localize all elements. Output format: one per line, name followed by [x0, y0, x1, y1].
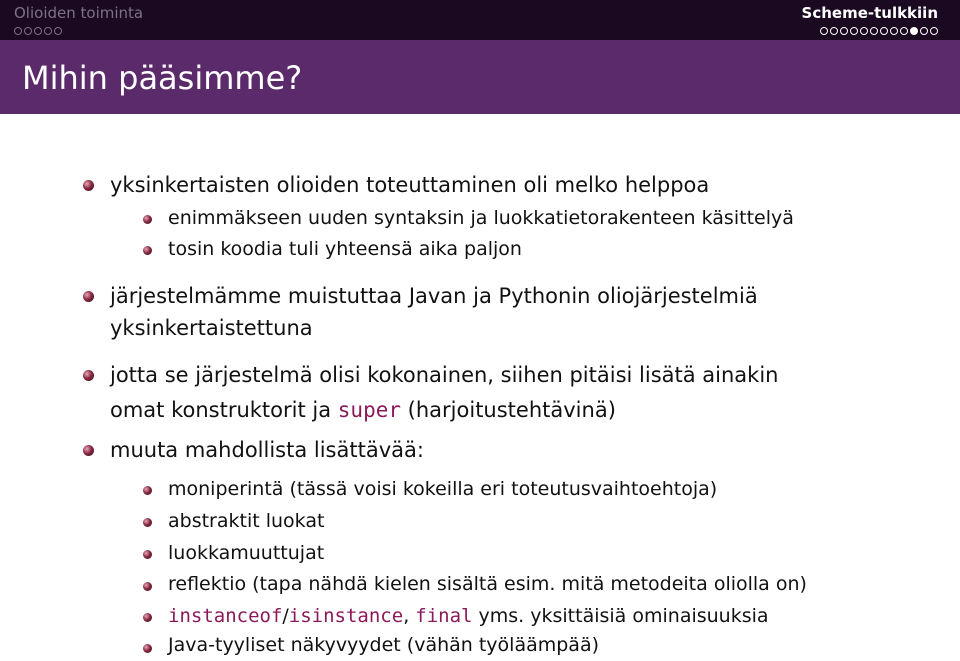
code-keyword: final — [415, 605, 473, 627]
sub-list-item: Java-tyyliset näkyvyydet (vähän työläämpää) — [168, 634, 600, 656]
list-item: jotta se järjestelmä olisi kokonainen, siihen pitäisi lisätä ainakin — [110, 363, 779, 387]
sub-bullet-icon — [143, 550, 152, 559]
nav-slide-dot[interactable] — [34, 27, 42, 35]
nav-slide-dot[interactable] — [14, 27, 22, 35]
nav-section-left[interactable] — [14, 4, 143, 36]
nav-slide-dot[interactable] — [44, 27, 52, 35]
sub-bullet-icon — [143, 215, 152, 224]
sub-list-item: luokkamuuttujat — [168, 542, 325, 564]
nav-slide-dot[interactable] — [920, 27, 928, 35]
slide-content — [0, 114, 960, 661]
nav-slide-dot-current[interactable] — [910, 27, 918, 35]
sub-bullet-icon — [143, 644, 152, 653]
nav-section-right[interactable] — [802, 4, 938, 36]
sub-list-item: abstraktit luokat — [168, 510, 325, 532]
list-item: yksinkertaisten olioiden toteuttaminen oli melko helppoa — [110, 173, 710, 197]
list-item: järjestelmämme muistuttaa Javan ja Pythonin oliojärjestelmiä — [110, 284, 758, 308]
code-keyword: instanceof — [168, 605, 283, 627]
sub-list-item: moniperintä (tässä voisi kokeilla eri toteutusvaihtoehtoja) — [168, 478, 718, 500]
text-run: / — [282, 605, 289, 627]
code-keyword: isinstance — [288, 605, 404, 627]
frame-title-bar — [0, 40, 960, 114]
list-item: muuta mahdollista lisättävää: — [110, 438, 424, 462]
nav-slide-dot[interactable] — [830, 27, 838, 35]
text-run: , — [403, 605, 416, 627]
nav-slide-dots-right — [802, 25, 938, 36]
bullet-icon — [83, 445, 94, 456]
slide-title: Mihin pääsimme? — [22, 59, 303, 97]
sub-list-item: tosin koodia tuli yhteensä aika paljon — [168, 238, 522, 260]
sub-list-item — [168, 601, 769, 632]
list-item-continuation — [110, 394, 616, 426]
sub-bullet-icon — [143, 486, 152, 495]
text-run: (harjoitustehtävinä) — [401, 398, 616, 422]
nav-slide-dots-left — [14, 25, 143, 36]
sub-bullet-icon — [143, 246, 152, 255]
list-item-continuation: yksinkertaistettuna — [110, 316, 313, 340]
nav-slide-dot[interactable] — [820, 27, 828, 35]
code-keyword: super — [337, 398, 401, 422]
sub-bullet-icon — [143, 613, 152, 622]
bullet-icon — [83, 370, 94, 381]
nav-slide-dot[interactable] — [870, 27, 878, 35]
nav-slide-dot[interactable] — [900, 27, 908, 35]
nav-section-title[interactable]: Scheme-tulkkiin — [801, 4, 938, 22]
text-run: omat konstruktorit ja — [110, 398, 338, 422]
nav-section-title[interactable]: Olioiden toiminta — [14, 4, 144, 22]
nav-slide-dot[interactable] — [930, 27, 938, 35]
sub-bullet-icon — [143, 518, 152, 527]
text-run: yms. yksittäisiä ominaisuuksia — [472, 605, 769, 627]
nav-slide-dot[interactable] — [890, 27, 898, 35]
sub-list-item: enimmäkseen uuden syntaksin ja luokkatietorakenteen käsittelyä — [168, 207, 794, 229]
bullet-icon — [83, 291, 94, 302]
nav-slide-dot[interactable] — [850, 27, 858, 35]
bullet-icon — [83, 180, 94, 191]
nav-slide-dot[interactable] — [24, 27, 32, 35]
nav-slide-dot[interactable] — [54, 27, 62, 35]
sub-list-item: reflektio (tapa nähdä kielen sisältä esim. mitä metodeita oliolla on) — [168, 573, 807, 595]
nav-slide-dot[interactable] — [860, 27, 868, 35]
nav-slide-dot[interactable] — [880, 27, 888, 35]
nav-slide-dot[interactable] — [840, 27, 848, 35]
sub-bullet-icon — [143, 582, 152, 591]
navigation-bar — [0, 0, 960, 40]
